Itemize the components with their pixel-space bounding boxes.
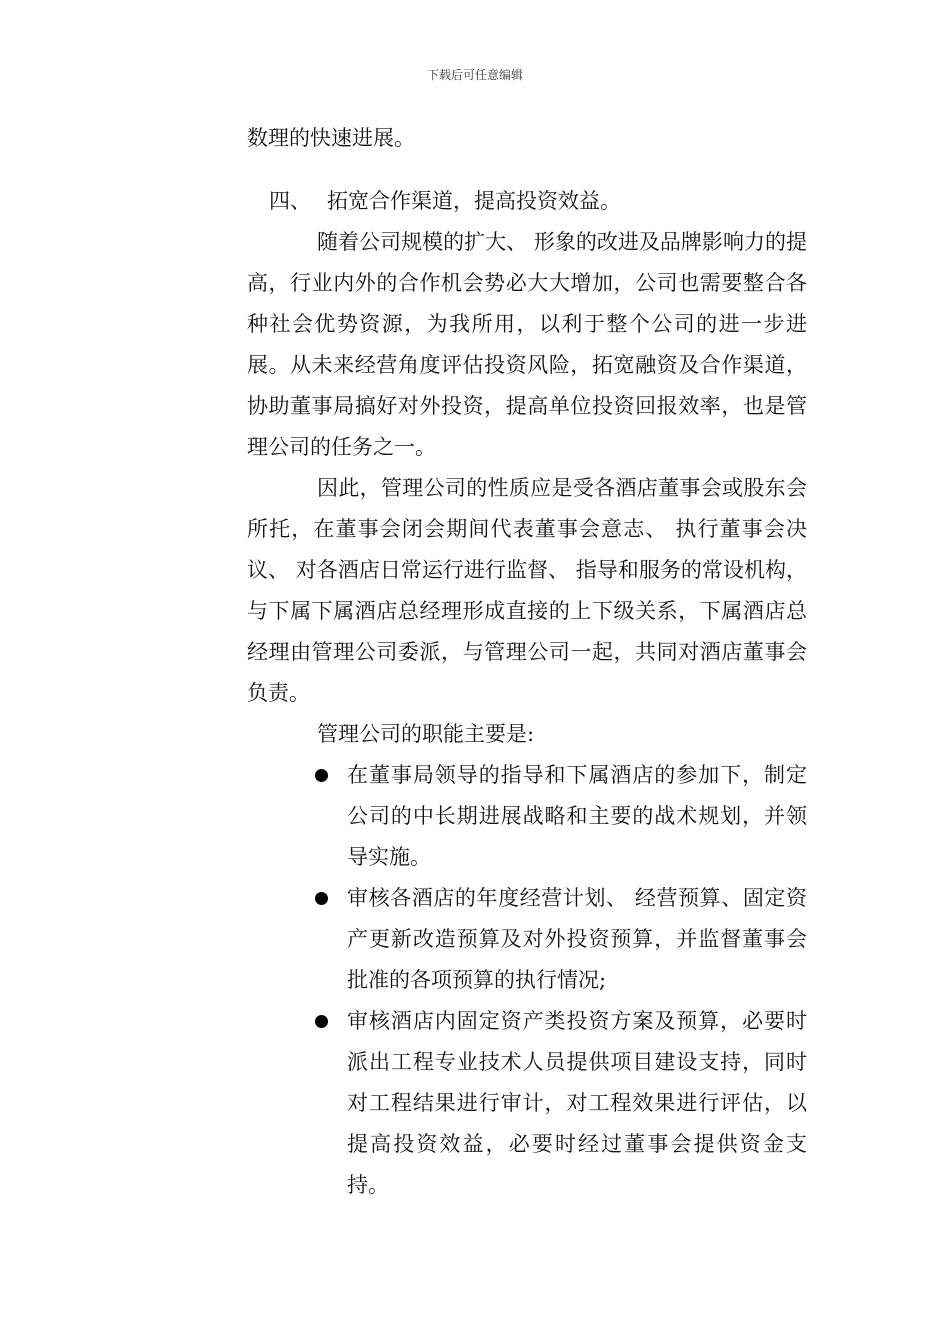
document-body — [247, 118, 807, 1206]
list-item — [247, 878, 807, 1001]
spacer — [247, 159, 807, 181]
bullet-dot-icon — [315, 1015, 328, 1028]
list-item-text: 在董事局领导的指导和下属酒店的参加下，制定公司的中长期进展战略和主要的战术规划，并领导实施。 — [347, 763, 807, 869]
section-title: 拓宽合作渠道，提高投资效益。 — [327, 189, 621, 213]
list-item-text: 审核各酒店的年度经营计划、 经营预算、固定资产更新改造预算及对外投资预算，并监督董事会批准的各项预算的执行情况; — [347, 886, 807, 992]
paragraph-growth: 随着公司规模的扩大、 形象的改进及品牌影响力的提高，行业内外的合作机会势必大大增加，公司也需要整合各种社会优势资源，为我所用，以利于整个公司的进一步进展。从未来经营角度评估投资风险，拓宽融资及合作渠道，协助董事局搞好对外投资，提高单位投资回报效率，也是管理公司的任务之一。 — [247, 230, 807, 459]
bullet-dot-icon — [315, 892, 328, 905]
list-item-text: 审核酒店内固定资产类投资方案及预算，必要时派出工程专业技术人员提供项目建设支持，同时对工程结果进行审计，对工程效果进行评估，以提高投资效益，必要时经过董事会提供资金支持。 — [347, 1009, 807, 1197]
section-heading — [247, 181, 807, 222]
continuation-paragraph: 数理的快速进展。 — [247, 126, 415, 150]
list-item — [247, 1001, 807, 1206]
list-item — [247, 755, 807, 878]
paragraph-functions-intro: 管理公司的职能主要是: — [317, 722, 535, 746]
page-header: 下载后可任意编辑 — [426, 68, 523, 82]
paragraph-nature: 因此，管理公司的性质应是受各酒店董事会或股东会所托，在董事会闭会期间代表董事会意志、 执行董事会决议、 对各酒店日常运行进行监督、 指导和服务的常设机构，与下属下属酒店总经理形成直接的上下级关系，下属酒店总经理由管理公司委派，与管理公司一起，共同对酒店董事会负责。 — [247, 476, 807, 705]
functions-list — [247, 755, 807, 1206]
bullet-dot-icon — [315, 769, 328, 782]
section-number: 四、 — [269, 189, 311, 213]
